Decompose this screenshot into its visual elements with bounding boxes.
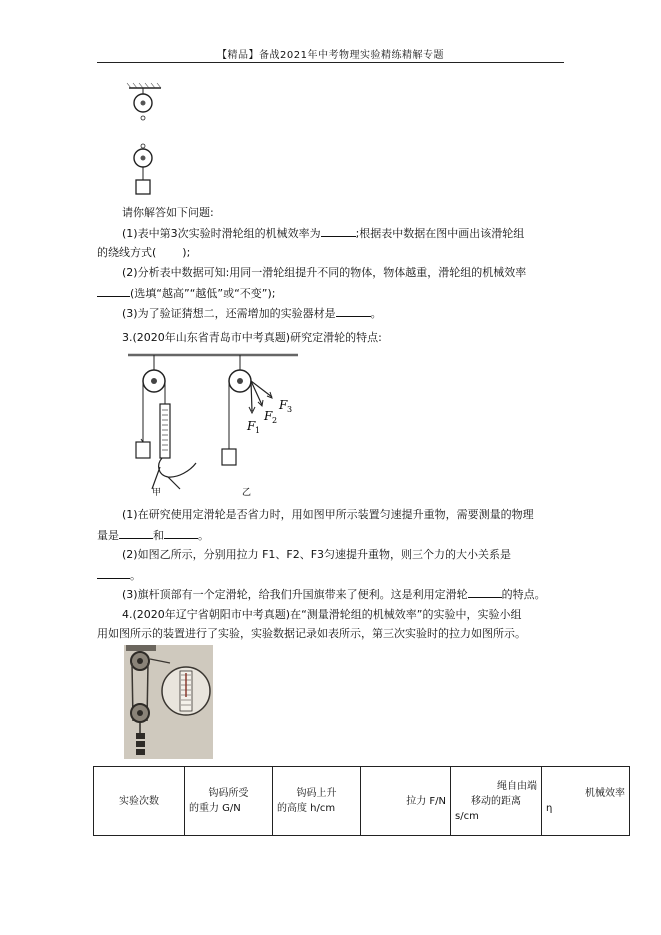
force-label-f1-sub: 1: [255, 426, 261, 435]
force-label-f2-sub: 2: [272, 416, 278, 425]
question-1-line1: (1)表中第3次实验时滑轮组的机械效率为 ;根据表中数据在图中画出该滑轮组: [122, 227, 525, 240]
table-header-cell: 钩码所受 的重力 G/N: [185, 767, 273, 836]
problem-4-line2: 用如图所示的装置进行了实验，实验数据记录如表所示，第三次实验时的拉力如图所示。: [97, 627, 526, 640]
p3-question-2-line1: (2)如图乙所示，分别用拉力 F1、F2、F3匀速提升重物，则三个力的大小关系是: [122, 548, 512, 561]
table-header-cell: 绳自由端 移动的距离 s/cm: [451, 767, 542, 836]
question-2-line1: (2)分析表中数据可知:用同一滑轮组提升不同的物体，物体越重，滑轮组的机械效率: [122, 266, 527, 279]
table-header-cell: 机械效率 η: [542, 767, 630, 836]
question-1-line2: 的绕线方式( );: [97, 246, 191, 259]
table-header-cell: 实验次数: [94, 767, 185, 836]
question-2-line2: (选填“越高”“越低”或“不变”);: [97, 286, 275, 301]
force-label-f3-sub: 3: [287, 405, 293, 414]
p3-question-1-line1: (1)在研究使用定滑轮是否省力时，用如图甲所示装置匀速提升重物，需要测量的物理: [122, 508, 534, 521]
fixed-pulley-figure: [120, 349, 310, 499]
table-header-cell: 钩码上升 的高度 h/cm: [273, 767, 361, 836]
p3-question-1-line2: 量是 和 。: [97, 529, 209, 542]
table-header-row: [94, 767, 630, 836]
p3-question-2-line2: 。: [97, 568, 141, 583]
p3-question-3: (3)旗杆顶部有一个定滑轮，给我们升国旗带来了便利。这是利用定滑轮 的特点。: [122, 588, 546, 601]
answer-blank[interactable]: [119, 528, 153, 539]
pulley-system-figure: [125, 82, 165, 200]
force-label-f1: F: [247, 419, 256, 433]
experiment-data-table: [93, 766, 630, 836]
problem-3-heading: 3.(2020年山东省青岛市中考真题)研究定滑轮的特点:: [122, 331, 382, 344]
experiment-photo: [124, 645, 213, 759]
answer-blank[interactable]: [97, 568, 130, 579]
answer-blank[interactable]: [468, 587, 502, 598]
answer-blank[interactable]: [336, 306, 371, 317]
force-label-f3: F: [279, 398, 288, 412]
answer-blank[interactable]: [321, 226, 356, 237]
figure-label-jia: 甲: [152, 488, 162, 498]
problem-4-line1: 4.(2020年辽宁省朝阳市中考真题)在“测量滑轮组的机械效率”的实验中，实验小组: [122, 608, 522, 621]
force-label-f2: F: [264, 409, 273, 423]
page-header: 【精品】备战2021年中考物理实验精练精解专题: [217, 50, 444, 61]
answer-blank[interactable]: [97, 286, 130, 297]
question-3-line1: (3)为了验证猜想二，还需增加的实验器材是 。: [122, 307, 382, 320]
answer-blank[interactable]: [164, 528, 198, 539]
header-divider: [97, 62, 564, 63]
figure-label-yi: 乙: [242, 488, 252, 498]
intro-text: 请你解答如下问题:: [122, 206, 214, 219]
weight-block: [136, 180, 150, 194]
table-header-cell: 拉力 F/N: [361, 767, 451, 836]
